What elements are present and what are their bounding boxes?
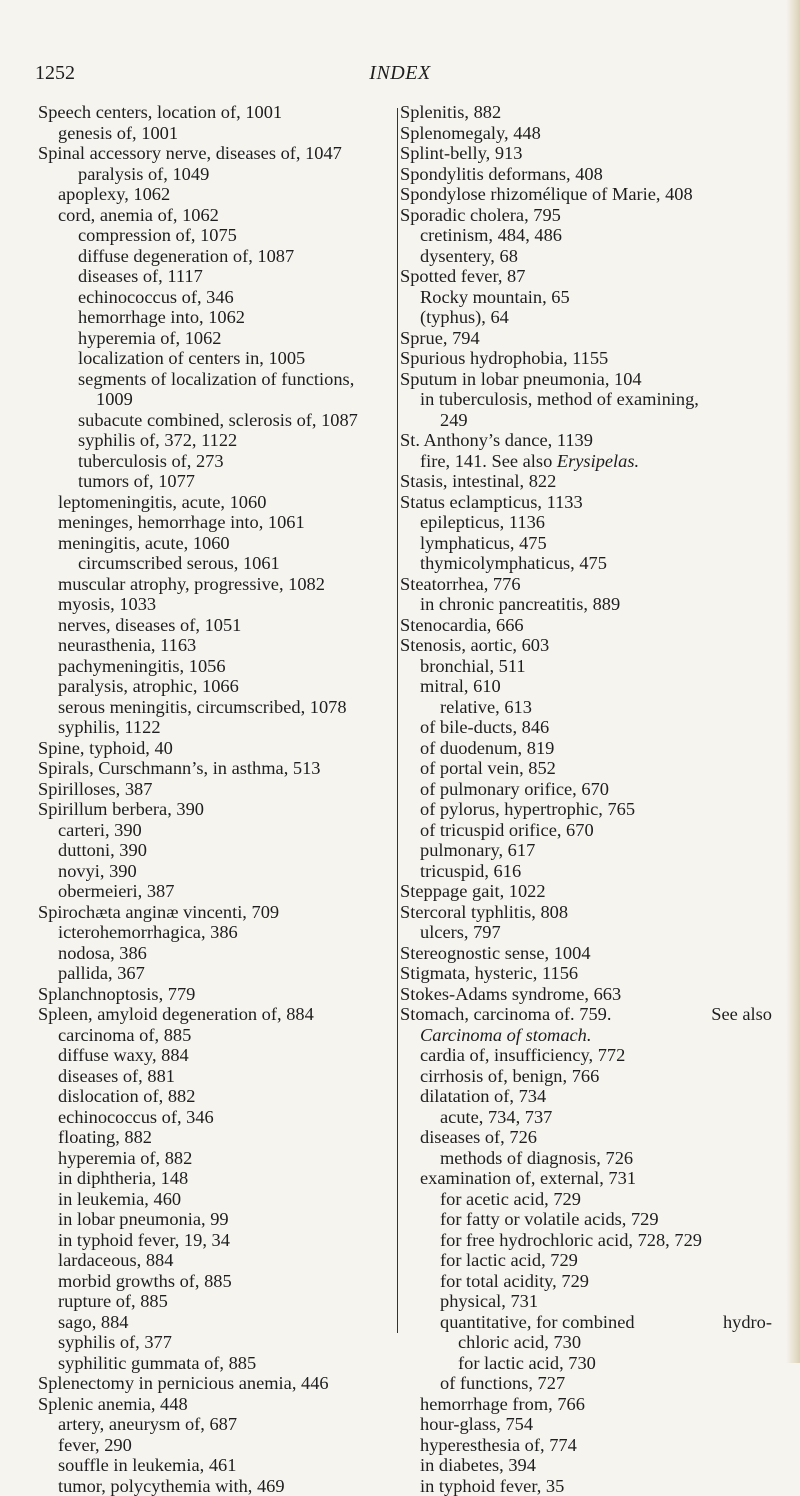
index-entry [38,1373,393,1394]
index-entry-text: Stenosis, aortic, 603 [400,635,549,655]
index-entry [38,1312,393,1333]
index-entry [400,984,772,1005]
index-entry-text: Splenic anemia, 448 [38,1394,188,1414]
index-entry [400,1107,772,1128]
index-entry [38,1291,393,1312]
index-entry-text: for acetic acid, 729 [440,1189,581,1209]
index-entry-text: duttoni, 390 [58,840,147,860]
index-entry [38,328,393,349]
index-entry-text: localization of centers in, 1005 [78,348,305,368]
index-entry [38,430,393,451]
index-entry-text: cirrhosis of, benign, 766 [420,1066,599,1086]
page-header [0,62,800,86]
index-entry-text: Splenomegaly, 448 [400,123,541,143]
index-entry-text: Spleen, amyloid degeneration of, 884 [38,1004,314,1024]
index-entry [400,246,772,267]
index-entry-text: dislocation of, 882 [58,1086,195,1106]
index-entry [400,307,772,328]
index-entry-text: of pylorus, hypertrophic, 765 [420,799,635,819]
index-entry [400,963,772,984]
index-entry [38,943,393,964]
index-entry-text: for lactic acid, 730 [458,1353,596,1373]
index-entry-text: cardia of, insufficiency, 772 [420,1045,625,1065]
index-entry-text: myosis, 1033 [58,594,156,614]
index-entry-text: St. Anthony’s dance, 1139 [400,430,593,450]
index-entry-text: artery, aneurysm of, 687 [58,1414,237,1434]
index-entry [400,1045,772,1066]
index-entry-text: 1009 [96,389,133,409]
index-cross-reference: Erysipelas. [557,451,639,471]
index-entry-text: thymicolymphaticus, 475 [420,553,607,573]
index-entry [38,184,393,205]
index-entry [38,963,393,984]
index-entry [400,1004,772,1025]
index-entry-text: Spine, typhoid, 40 [38,738,173,758]
index-entry [38,1025,393,1046]
index-entry [38,984,393,1005]
index-entry [38,533,393,554]
index-entry-text: morbid growths of, 885 [58,1271,232,1291]
index-entry [38,123,393,144]
index-entry-text: Spotted fever, 87 [400,266,525,286]
column-divider [397,108,398,1333]
index-entry-text: circumscribed serous, 1061 [78,553,280,573]
index-entry [38,738,393,759]
index-entry-text: sago, 884 [58,1312,129,1332]
index-entry [400,430,772,451]
index-entry [400,533,772,554]
index-entry-text: acute, 734, 737 [440,1107,552,1127]
index-entry [400,574,772,595]
index-entry [38,102,393,123]
index-entry-text: (typhus), 64 [420,307,509,327]
index-entry-text: cretinism, 484, 486 [420,225,562,245]
index-entry [38,656,393,677]
index-entry-text: cord, anemia of, 1062 [58,205,219,225]
index-entry-text: Sprue, 794 [400,328,480,348]
index-entry-text: relative, 613 [440,697,532,717]
index-entry-text: nodosa, 386 [58,943,147,963]
index-entry-text: apoplexy, 1062 [58,184,170,204]
index-entry [400,471,772,492]
index-entry [38,697,393,718]
index-entry [400,184,772,205]
index-cross-reference: Carcinoma of stomach. [420,1025,591,1045]
index-entry-text: for free hydrochloric acid, 728, 729 [440,1230,702,1250]
index-entry-text: in diabetes, 394 [420,1455,536,1475]
index-entry [38,1394,393,1415]
index-entry-text: obermeieri, 387 [58,881,174,901]
index-entry-text: Status eclampticus, 1133 [400,492,583,512]
index-entry [400,225,772,246]
index-entry-text: Sputum in lobar pneumonia, 104 [400,369,642,389]
index-entry [400,369,772,390]
index-entry [38,1209,393,1230]
index-entry [400,697,772,718]
index-entry [400,1414,772,1435]
index-entry-text: Stomach, carcinoma of. 759. [400,1004,611,1025]
index-entry [400,861,772,882]
index-entry-text: paralysis, atrophic, 1066 [58,676,239,696]
index-entry [38,410,393,431]
index-entry [400,389,772,410]
index-entry [38,1045,393,1066]
index-entry-text: pachymeningitis, 1056 [58,656,226,676]
index-entry [38,553,393,574]
index-entry [38,225,393,246]
index-entry-text: carcinoma of, 885 [58,1025,191,1045]
index-entry-text: diffuse waxy, 884 [58,1045,189,1065]
index-entry [400,676,772,697]
index-entry-text: 249 [440,410,468,430]
index-entry-text: syphilis, 1122 [58,717,161,737]
index-entry-text: Splenitis, 882 [400,102,501,122]
index-entry [38,574,393,595]
index-entry [38,205,393,226]
index-entry [400,1066,772,1087]
index-entry-text: of functions, 727 [440,1373,565,1393]
index-entry [38,1168,393,1189]
index-entry-text: meningitis, acute, 1060 [58,533,230,553]
index-entry [400,840,772,861]
index-entry [38,799,393,820]
index-entry [400,1025,772,1046]
index-entry-text: physical, 731 [440,1291,538,1311]
index-entry-text: paralysis of, 1049 [78,164,209,184]
index-entry [400,656,772,677]
index-entry-text: pallida, 367 [58,963,145,983]
index-entry-text: diseases of, 881 [58,1066,175,1086]
index-entry-text: novyi, 390 [58,861,137,881]
index-entry-text: Spondylose rhizomélique of Marie, 408 [400,184,693,204]
index-entry-text: Spirochæta anginæ vincenti, 709 [38,902,279,922]
index-entry-text: chloric acid, 730 [458,1332,581,1352]
index-entry [400,738,772,759]
index-entry-text: dilatation of, 734 [420,1086,546,1106]
index-entry [38,615,393,636]
index-entry [400,635,772,656]
index-entry [38,512,393,533]
index-entry [400,1189,772,1210]
index-entry [38,902,393,923]
index-entry-text: Steatorrhea, 776 [400,574,521,594]
index-entry-text: in tuberculosis, method of examining, [420,389,699,409]
index-entry [400,266,772,287]
index-entry [38,1066,393,1087]
index-entry [400,902,772,923]
index-entry-text: Spirals, Curschmann’s, in asthma, 513 [38,758,320,778]
index-entry [400,594,772,615]
index-entry-text: Stereognostic sense, 1004 [400,943,591,963]
index-entry [400,287,772,308]
index-entry-text: muscular atrophy, progressive, 1082 [58,574,325,594]
index-entry-text: in typhoid fever, 35 [420,1476,564,1496]
index-entry [400,922,772,943]
index-entry-text: bronchial, 511 [420,656,526,676]
index-entry [38,779,393,800]
index-entry [38,266,393,287]
index-entry-text: diseases of, 726 [420,1127,537,1147]
index-entry [38,348,393,369]
index-entry [38,246,393,267]
index-entry-text: diffuse degeneration of, 1087 [78,246,294,266]
index-entry-text: in leukemia, 460 [58,1189,181,1209]
index-entry [400,799,772,820]
index-entry-text: tuberculosis of, 273 [78,451,224,471]
index-entry-text: icterohemorrhagica, 386 [58,922,238,942]
index-entry-text: Speech centers, location of, 1001 [38,102,282,122]
index-entry [38,1435,393,1456]
page-number: 1252 [35,62,75,85]
index-entry-text: lardaceous, 884 [58,1250,173,1270]
index-entry [400,1168,772,1189]
index-entry [400,943,772,964]
index-entry [38,1086,393,1107]
index-entry [400,1394,772,1415]
index-entry-text: souffle in leukemia, 461 [58,1455,236,1475]
index-entry-text: Stigmata, hysteric, 1156 [400,963,578,983]
index-entry-text: in chronic pancreatitis, 889 [420,594,620,614]
index-entry-text: ulcers, 797 [420,922,501,942]
index-entry [400,615,772,636]
index-entry-text: Spondylitis deformans, 408 [400,164,603,184]
index-entry-text: segments of localization of functions, [78,369,354,389]
index-entry [400,820,772,841]
index-entry [38,881,393,902]
index-entry-text: carteri, 390 [58,820,142,840]
index-entry-text: of bile-ducts, 846 [420,717,549,737]
index-entry-text: methods of diagnosis, 726 [440,1148,633,1168]
index-entry [400,1230,772,1251]
index-entry [400,451,772,472]
index-entry [400,1209,772,1230]
index-entry [400,205,772,226]
index-entry-text: meninges, hemorrhage into, 1061 [58,512,305,532]
index-entry [38,1455,393,1476]
index-entry-text: hyperemia of, 882 [58,1148,192,1168]
index-entry [38,1230,393,1251]
index-entry-text: leptomeningitis, acute, 1060 [58,492,266,512]
index-entry [400,779,772,800]
index-entry [38,143,393,164]
page-edge-shadow [786,0,800,1363]
index-entry [38,840,393,861]
index-entry-text: floating, 882 [58,1127,152,1147]
index-entry-text: hyperesthesia of, 774 [420,1435,577,1455]
index-entry [38,922,393,943]
index-entry [400,717,772,738]
index-entry-text: Splint-belly, 913 [400,143,522,163]
index-entry [38,451,393,472]
index-entry [400,1476,772,1496]
index-entry [38,1107,393,1128]
index-entry-text: Stasis, intestinal, 822 [400,471,556,491]
index-entry [400,1127,772,1148]
index-entry-text: Stokes-Adams syndrome, 663 [400,984,621,1004]
index-entry-text: serous meningitis, circumscribed, 1078 [58,697,347,717]
index-entry-text: lymphaticus, 475 [420,533,547,553]
index-entry-text: hyperemia of, 1062 [78,328,222,348]
index-entry-text: Splanchnoptosis, 779 [38,984,195,1004]
index-entry [400,1086,772,1107]
index-entry [38,389,393,410]
index-entry-text: epilepticus, 1136 [420,512,545,532]
index-entry-trailing-text: hydro- [723,1312,772,1333]
index-entry-text: hour-glass, 754 [420,1414,533,1434]
index-entry-text: Spurious hydrophobia, 1155 [400,348,608,368]
index-entry-text: rupture of, 885 [58,1291,168,1311]
index-entry-text: neurasthenia, 1163 [58,635,196,655]
index-entry [38,820,393,841]
index-entry [38,758,393,779]
index-entry-text: Spirilloses, 387 [38,779,152,799]
index-entry [400,410,772,431]
index-entry-text: diseases of, 1117 [78,266,203,286]
index-entry-text: compression of, 1075 [78,225,237,245]
index-entry-text: tumors of, 1077 [78,471,195,491]
index-entry-text: dysentery, 68 [420,246,518,266]
index-entry [400,881,772,902]
index-entry [38,1127,393,1148]
index-entry-text: fever, 290 [58,1435,132,1455]
index-entry-text: for fatty or volatile acids, 729 [440,1209,659,1229]
index-entry [38,1332,393,1353]
index-entry-text: nerves, diseases of, 1051 [58,615,241,635]
index-entry [400,123,772,144]
index-entry [38,307,393,328]
index-entry [38,1414,393,1435]
index-entry [400,1435,772,1456]
index-entry [400,553,772,574]
index-entry [400,102,772,123]
index-entry [38,287,393,308]
index-entry-text: of duodenum, 819 [420,738,554,758]
index-entry-text: Rocky mountain, 65 [420,287,570,307]
index-entry [400,1332,772,1353]
index-entry-text: quantitative, for combined [440,1312,635,1333]
index-entry [400,1148,772,1169]
index-entry [400,1455,772,1476]
index-entry [400,164,772,185]
index-entry [400,1250,772,1271]
index-entry-text: hemorrhage into, 1062 [78,307,245,327]
index-entry [38,369,393,390]
index-entry-text: examination of, external, 731 [420,1168,636,1188]
index-entry [38,492,393,513]
index-entry [38,1189,393,1210]
index-entry-text: syphilitic gummata of, 885 [58,1353,256,1373]
index-entry-text: Stercoral typhlitis, 808 [400,902,568,922]
index-entry [38,1250,393,1271]
index-entry [400,348,772,369]
index-entry-text: genesis of, 1001 [58,123,178,143]
index-entry [38,1271,393,1292]
index-entry [38,471,393,492]
index-entry [400,143,772,164]
index-entry-text: in diphtheria, 148 [58,1168,188,1188]
index-entry-text: Sporadic cholera, 795 [400,205,561,225]
index-entry [400,328,772,349]
index-entry [38,1004,393,1025]
index-entry-text: of pulmonary orifice, 670 [420,779,609,799]
index-entry [400,1291,772,1312]
index-entry-text: for total acidity, 729 [440,1271,589,1291]
index-entry [400,512,772,533]
right-index-column [400,102,772,1496]
index-entry-text: in typhoid fever, 19, 34 [58,1230,230,1250]
index-entry-text: Spirillum berbera, 390 [38,799,204,819]
index-entry-text: Splenectomy in pernicious anemia, 446 [38,1373,329,1393]
index-entry-text: tricuspid, 616 [420,861,521,881]
index-entry [400,1271,772,1292]
index-entry [38,676,393,697]
index-entry-text: Steppage gait, 1022 [400,881,546,901]
index-entry-text: fire, 141. See also [420,451,557,471]
index-entry-text: syphilis of, 377 [58,1332,172,1352]
index-entry [38,164,393,185]
index-entry [38,635,393,656]
index-entry-text: echinococcus of, 346 [78,287,234,307]
index-entry [400,758,772,779]
left-index-column [38,102,393,1496]
index-entry-text: in lobar pneumonia, 99 [58,1209,229,1229]
index-entry [400,1373,772,1394]
index-entry-text: hemorrhage from, 766 [420,1394,585,1414]
index-entry-text: tumor, polycythemia with, 469 [58,1476,285,1496]
index-entry [38,861,393,882]
index-entry-text: for lactic acid, 729 [440,1250,578,1270]
page-title: INDEX [0,62,800,85]
index-entry [38,717,393,738]
index-entry-text: of tricuspid orifice, 670 [420,820,594,840]
index-entry [38,594,393,615]
index-entry [38,1476,393,1496]
index-entry-text: mitral, 610 [420,676,501,696]
index-entry [400,492,772,513]
index-entry-text: pulmonary, 617 [420,840,535,860]
index-entry-text: Spinal accessory nerve, diseases of, 1047 [38,143,342,163]
index-entry-text: echinococcus of, 346 [58,1107,214,1127]
index-entry-text: subacute combined, sclerosis of, 1087 [78,410,358,430]
index-entry [400,1312,772,1333]
index-entry-text: Stenocardia, 666 [400,615,524,635]
index-entry-text: of portal vein, 852 [420,758,556,778]
index-entry-text: syphilis of, 372, 1122 [78,430,237,450]
index-entry-trailing-text: See also [711,1004,772,1025]
index-entry [38,1148,393,1169]
